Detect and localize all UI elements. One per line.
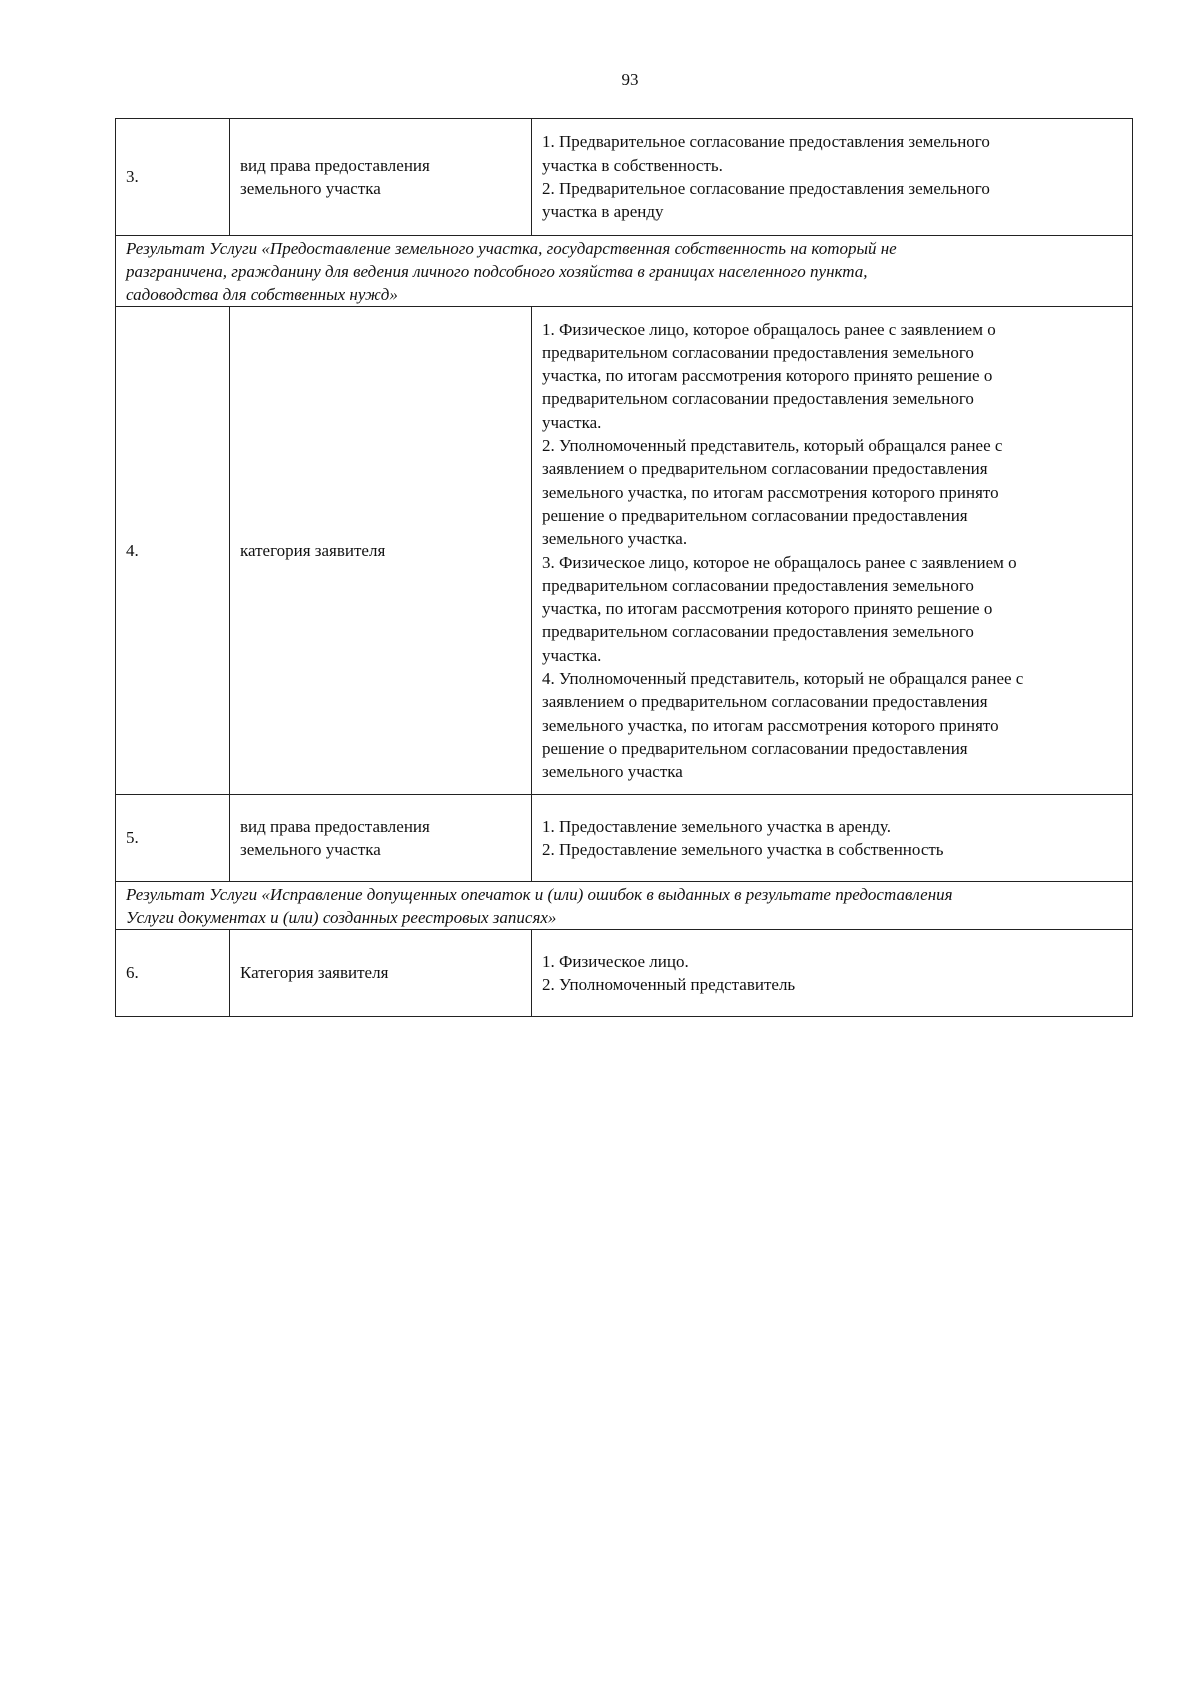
value-line: земельного участка: [542, 762, 683, 782]
value-line: предварительном согласовании предоставления земельного: [542, 622, 974, 642]
value-line: предварительном согласовании предоставления земельного: [542, 389, 974, 409]
row-number: 3.: [116, 119, 230, 236]
table-row-5: [116, 795, 1133, 882]
value-line: участка в аренду: [542, 202, 664, 222]
result-row: [116, 882, 1133, 930]
value-line: предварительном согласовании предоставления земельного: [542, 575, 974, 595]
result-heading: [116, 236, 1133, 307]
attribute-values: [532, 795, 1133, 882]
value-line: участка, по итогам рассмотрения которого принято решение о: [542, 599, 993, 619]
attribute-name: [230, 307, 532, 795]
page-number: 93: [621, 70, 639, 89]
attribute-name-line: земельного участка: [240, 840, 381, 859]
attribute-name-line: категория заявителя: [240, 540, 386, 560]
value-line: 1. Физическое лицо.: [542, 951, 689, 971]
value-line: решение о предварительном согласовании предоставления: [542, 738, 968, 758]
attribute-name-line: вид права предоставления: [240, 155, 430, 175]
value-line: предварительном согласовании предоставления земельного: [542, 342, 974, 362]
row-number: 5.: [116, 795, 230, 882]
attribute-name-line: Категория заявителя: [240, 963, 389, 983]
value-line: 1. Предоставление земельного участка в аренду.: [542, 816, 891, 836]
value-line: земельного участка, по итогам рассмотрения которого принято: [542, 715, 999, 735]
value-line: 2. Уполномоченный представитель: [542, 975, 796, 994]
value-line: заявлением о предварительном согласовании предоставления: [542, 692, 988, 712]
attribute-name: [230, 795, 532, 882]
value-line: 4. Уполномоченный представитель, который не обращался ранее с: [542, 668, 1024, 688]
value-line: участка.: [542, 645, 602, 665]
value-line: 1. Физическое лицо, которое обращалось ранее с заявлением о: [542, 319, 996, 339]
value-line: 1. Предварительное согласование предоставления земельного: [542, 132, 990, 152]
attribute-name-line: вид права предоставления: [240, 816, 430, 836]
table-row-4: [116, 307, 1133, 795]
value-line: участка в собственность.: [542, 155, 723, 175]
value-line: решение о предварительном согласовании предоставления: [542, 505, 968, 525]
attribute-name-line: земельного участка: [240, 179, 381, 198]
table-row-3: [116, 119, 1133, 236]
attribute-name: [230, 930, 532, 1017]
table-row-6: [116, 930, 1133, 1017]
result-row: [116, 236, 1133, 307]
result-heading-line: Результат Услуги «Исправление допущенных опечаток и (или) ошибок в выданных в результате предоставления: [126, 884, 953, 904]
row-number: 4.: [116, 307, 230, 795]
value-line: 2. Уполномоченный представитель, который обращался ранее с: [542, 436, 1003, 456]
value-line: заявлением о предварительном согласовании предоставления: [542, 459, 988, 479]
value-line: земельного участка, по итогам рассмотрения которого принято: [542, 482, 999, 502]
result-heading: [116, 882, 1133, 930]
result-heading-line: разграничена, гражданину для ведения личного подсобного хозяйства в границах населенного пункта,: [126, 261, 868, 281]
value-line: 2. Предоставление земельного участка в собственность: [542, 840, 944, 859]
value-line: земельного участка.: [542, 529, 688, 549]
result-heading-line: Услуги документах и (или) созданных реестровых записях»: [126, 907, 557, 927]
value-line: участка, по итогам рассмотрения которого принято решение о: [542, 366, 993, 386]
value-line: 2. Предварительное согласование предоставления земельного: [542, 179, 990, 198]
value-line: 3. Физическое лицо, которое не обращалось ранее с заявлением о: [542, 552, 1017, 572]
attribute-values: [532, 307, 1133, 795]
result-heading-line: садоводства для собственных нужд»: [126, 284, 398, 304]
criteria-table: [115, 118, 1133, 1017]
attribute-values: [532, 930, 1133, 1017]
value-line: участка.: [542, 412, 602, 432]
attribute-values: [532, 119, 1133, 236]
attribute-name: [230, 119, 532, 236]
result-heading-line: Результат Услуги «Предоставление земельного участка, государственная собственность на который не: [126, 238, 897, 258]
row-number: 6.: [116, 930, 230, 1017]
